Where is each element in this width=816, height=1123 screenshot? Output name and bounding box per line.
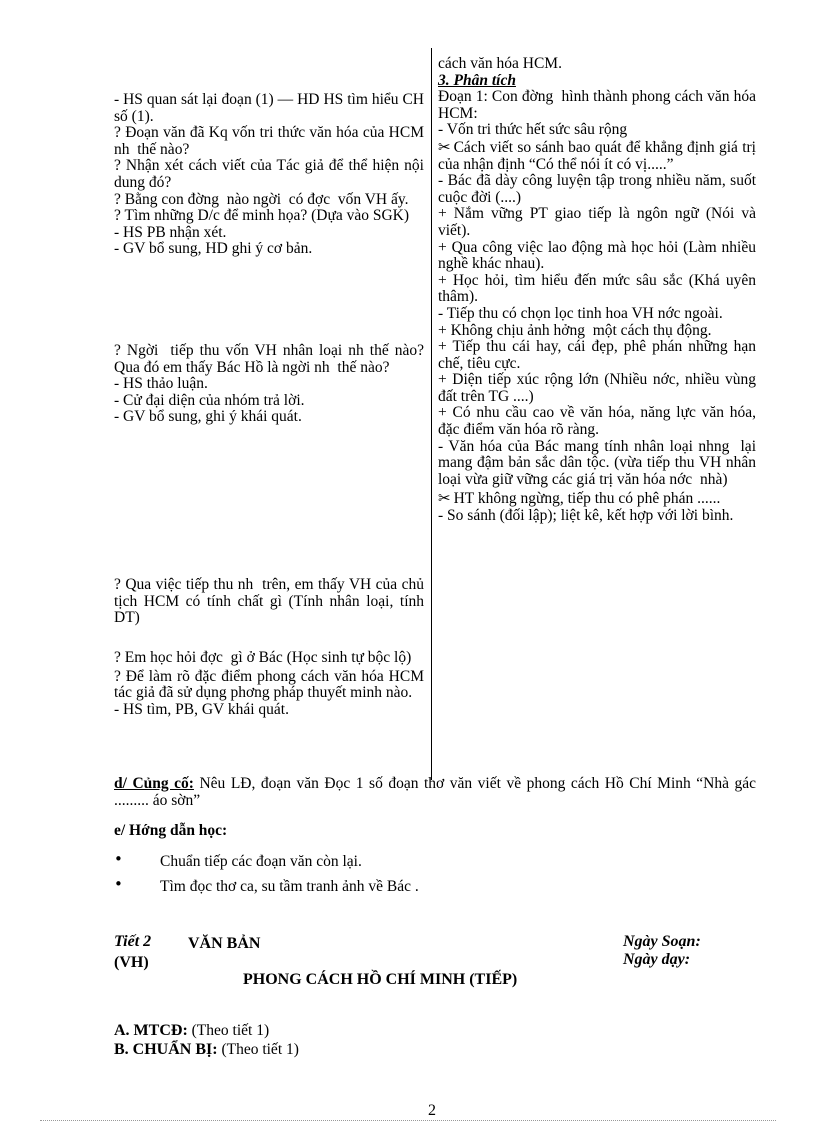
right-line: - Văn hóa của Bác mang tính nhân loại nhng lại mang đậm bản sắc dân tộc. (vừa tiếp thu VH nhân loại vừa giữ vững các giá trị văn hóa nớc nhà): [438, 437, 760, 488]
right-line: + Nắm vững PT giao tiếp là ngôn ngữ (Nói và viết).: [438, 205, 760, 239]
section-b: [114, 1041, 299, 1058]
right-line: cách văn hóa HCM.: [438, 55, 562, 72]
left-line: ? Tìm những D/c để minh họa? (Dựa vào SGK): [114, 207, 410, 225]
section-a: [114, 1022, 269, 1039]
right-line: [438, 137, 760, 173]
lesson-text-label: VĂN BẢN: [188, 935, 261, 952]
homework-heading: e/ Hớng dẫn học:: [114, 822, 228, 839]
homework-item: Chuẩn tiếp các đoạn văn còn lại.: [160, 853, 362, 870]
homework-item: Tìm đọc thơ ca, su tầm tranh ảnh về Bác .: [160, 878, 419, 895]
scissors-icon: ✂: [438, 137, 451, 156]
left-line: ? Qua việc tiếp thu nh trên, em thấy VH của chủ tịch HCM có tính chất gì (Tính nhân loại, tính DT): [114, 576, 428, 627]
consolidation-label: d/ Củng cố:: [114, 775, 194, 792]
right-line: [438, 490, 756, 508]
left-line: - HS thảo luận.: [114, 375, 208, 393]
left-line: - HS tìm, PB, GV khái quát.: [114, 700, 289, 718]
consolidation-paragraph: [114, 775, 756, 809]
section-b-label: B. CHUẨN BỊ:: [114, 1041, 218, 1058]
column-divider: [431, 48, 432, 780]
right-line: + Không chịu ảnh hởng một cách thụ động.: [438, 321, 712, 339]
right-line: - Bác đã dày công luyện tập trong nhiều năm, suốt cuộc đời (....): [438, 172, 760, 206]
consolidation-text: Nêu LĐ, đoạn văn Đọc 1 số đoạn thơ văn viết về phong cách Hồ Chí Minh “Nhà gác ......... áo sờn”: [114, 775, 756, 809]
left-column-block-2: [114, 342, 428, 426]
left-line: - HS quan sát lại đoạn (1) — HD HS tìm hiểu CH số (1).: [114, 91, 428, 125]
lesson-period: Tiết 2: [114, 933, 152, 950]
footer-rule: [40, 1120, 776, 1121]
left-line: ? Ngời tiếp thu vốn VH nhân loại nh thế nào? Qua đó em thấy Bác Hồ là ngời nh thế nào?: [114, 342, 428, 376]
left-column-block-4: [114, 649, 428, 718]
left-line: ? Đoạn văn đã Kq vốn tri thức văn hóa của HCM nh thế nào?: [114, 124, 428, 158]
right-line: + Diện tiếp xúc rộng lớn (Nhiều nớc, nhiều vùng đất trên TG ....): [438, 371, 760, 405]
right-line-text: Cách viết so sánh bao quát để khẳng định giá trị của nhận định “Có thể nói ít có vị.....”: [438, 138, 760, 173]
scissors-icon: ✂: [438, 489, 451, 508]
left-line: - HS PB nhận xét.: [114, 223, 227, 241]
date-prepared: Ngày Soạn:: [623, 933, 701, 950]
left-line: ? Em học hỏi đợc gì ở Bác (Học sinh tự bộc lộ): [114, 649, 412, 666]
right-line-text: HT không ngừng, tiếp thu có phê phán ......: [453, 490, 721, 508]
right-line: + Qua công việc lao động mà học hỏi (Làm nhiều nghề khác nhau).: [438, 238, 760, 273]
right-line: - Tiếp thu có chọn lọc tinh hoa VH nớc ngoài.: [438, 304, 723, 322]
left-line: ? Để làm rõ đặc điểm phong cách văn hóa HCM tác giả đã sử dụng phơng pháp thuyết minh nào.: [114, 667, 428, 702]
lesson-title: PHONG CÁCH HỒ CHÍ MINH (TIẾP): [243, 971, 518, 988]
left-line: - Cử đại diện của nhóm trả lời.: [114, 391, 305, 409]
left-line: ? Bằng con đờng nào ngời có đợc vốn VH ấy.: [114, 190, 409, 208]
right-column: [438, 55, 760, 525]
section-b-text: (Theo tiết 1): [217, 1041, 299, 1058]
bullet-icon: •: [114, 875, 123, 893]
right-line: + Tiếp thu cái hay, cái đẹp, phê phán những hạn chế, tiêu cực.: [438, 338, 760, 372]
left-column-block-3: [114, 576, 428, 627]
section-heading-analysis: 3. Phân tích: [438, 71, 516, 89]
date-taught: Ngày dạy:: [623, 951, 691, 968]
right-line: + Có nhu cầu cao về văn hóa, năng lực văn hóa, đặc điểm văn hóa rõ ràng.: [438, 404, 760, 439]
left-line: - GV bổ sung, ghi ý khái quát.: [114, 408, 302, 426]
section-a-label: A. MTCĐ:: [114, 1022, 188, 1039]
left-column: [114, 91, 428, 258]
page-number: 2: [428, 1102, 436, 1119]
left-line: - GV bổ sung, HD ghi ý cơ bản.: [114, 240, 313, 258]
right-line: + Học hỏi, tìm hiểu đến mức sâu sắc (Khá uyên thâm).: [438, 271, 760, 306]
right-line: - Vốn tri thức hết sức sâu rộng: [438, 121, 628, 139]
lesson-subject: (VH): [114, 954, 149, 971]
right-line: - So sánh (đối lập); liệt kê, kết hợp với lời bình.: [438, 507, 734, 525]
right-line: Đoạn 1: Con đờng hình thành phong cách văn hóa HCM:: [438, 88, 760, 122]
left-line: ? Nhận xét cách viết của Tác giả để thể hiện nội dung đó?: [114, 157, 428, 191]
section-a-text: (Theo tiết 1): [187, 1022, 270, 1039]
bullet-icon: •: [114, 850, 123, 868]
